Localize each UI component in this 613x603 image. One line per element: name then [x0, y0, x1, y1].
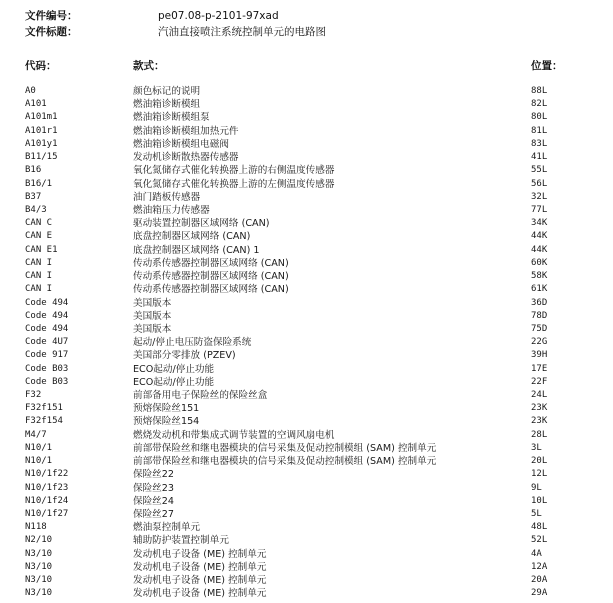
list-item: [0, 548, 613, 561]
component-position: 81L: [531, 125, 548, 136]
component-position: 17E: [531, 363, 548, 374]
list-item: [0, 402, 613, 415]
component-code: B4/3: [25, 204, 47, 215]
component-position: 44K: [531, 231, 548, 242]
list-item: [0, 178, 613, 191]
component-position: 60K: [531, 257, 548, 268]
component-description: 燃油箱诊断模组: [133, 99, 201, 111]
component-description: 燃油箱诊断模组加热元件: [133, 125, 239, 137]
list-item: [0, 349, 613, 362]
component-position: 75D: [531, 323, 548, 334]
component-description: 保险丝24: [133, 495, 174, 507]
file-title-value: 汽油直接喷注系统控制单元的电路图: [158, 26, 326, 38]
component-description: 美国部分零排放 (PZEV): [133, 350, 236, 362]
component-list: [0, 85, 613, 601]
component-code: N10/1f22: [25, 469, 69, 480]
component-code: N10/1: [25, 442, 53, 453]
component-description: 保险丝23: [133, 482, 174, 494]
component-code: F32f151: [25, 403, 63, 414]
component-code: B16/1: [25, 178, 53, 189]
code-column-header: 代码：: [25, 60, 57, 72]
component-position: 82L: [531, 99, 548, 110]
list-item: [0, 376, 613, 389]
list-item: [0, 138, 613, 151]
component-description: 发动机电子设备 (ME) 控制单元: [133, 561, 267, 573]
component-code: CAN I: [25, 271, 53, 282]
component-position: 52L: [531, 535, 548, 546]
list-item: [0, 111, 613, 124]
list-item: [0, 468, 613, 481]
component-description: 发动机电子设备 (ME) 控制单元: [133, 548, 267, 560]
list-item: [0, 125, 613, 138]
component-position: 5L: [531, 509, 542, 519]
list-item: [0, 587, 613, 600]
list-item: [0, 429, 613, 442]
component-code: M4/7: [25, 429, 47, 440]
component-description: 预熔保险丝154: [133, 416, 200, 428]
list-item: [0, 521, 613, 534]
component-description: 氧化氮储存式催化转换器上游的右侧温度传感器: [133, 165, 335, 177]
component-position: 12L: [531, 469, 548, 480]
list-item: [0, 455, 613, 468]
list-item: [0, 217, 613, 230]
component-position: 34K: [531, 218, 548, 229]
list-item: [0, 244, 613, 257]
component-position: 22F: [531, 376, 548, 387]
component-code: N3/10: [25, 561, 53, 572]
component-description: 燃油箱诊断模组电磁阀: [133, 138, 229, 150]
component-code: N3/10: [25, 575, 53, 586]
component-description: 驱动装置控制器区域网络 (CAN): [133, 218, 270, 230]
list-item: [0, 336, 613, 349]
component-description: 发动机诊断散热器传感器: [133, 152, 239, 164]
component-code: Code 917: [25, 350, 69, 361]
file-number-label: 文件编号：: [25, 10, 78, 22]
component-description: 美国版本: [133, 323, 172, 335]
component-description: 前部备用电子保险丝的保险丝盒: [133, 390, 268, 402]
list-item: [0, 482, 613, 495]
component-description: 氧化氮储存式催化转换器上游的左侧温度传感器: [133, 178, 335, 190]
component-description: 底盘控制器区域网络 (CAN): [133, 231, 251, 243]
component-description: 保险丝22: [133, 469, 174, 481]
component-position: 58K: [531, 271, 548, 282]
list-item: [0, 363, 613, 376]
list-item: [0, 561, 613, 574]
component-description: 发动机电子设备 (ME) 控制单元: [133, 588, 267, 600]
component-position: 44K: [531, 244, 548, 255]
component-code: A0: [25, 86, 36, 96]
component-code: Code 494: [25, 310, 69, 321]
component-code: N3/10: [25, 548, 53, 559]
list-item: [0, 323, 613, 336]
component-position: 56L: [531, 178, 548, 189]
list-item: [0, 415, 613, 428]
component-code: F32: [25, 390, 42, 401]
component-position: 83L: [531, 138, 548, 149]
component-code: Code 4U7: [25, 337, 69, 348]
component-description: ECO起动/停止功能: [133, 363, 215, 375]
component-position: 4A: [531, 548, 542, 559]
component-position: 41L: [531, 152, 548, 163]
component-position: 12A: [531, 561, 548, 572]
component-description: 保险丝27: [133, 509, 174, 520]
component-code: CAN I: [25, 284, 53, 295]
component-code: CAN E: [25, 231, 53, 242]
list-item: [0, 297, 613, 310]
component-description: 传动系传感器控制器区域网络 (CAN): [133, 257, 289, 269]
component-description: 燃油箱压力传感器: [133, 204, 210, 216]
list-item: [0, 442, 613, 455]
component-position: 32L: [531, 191, 548, 202]
component-description: 油门踏板传感器: [133, 191, 201, 203]
component-code: Code 494: [25, 323, 69, 334]
list-item: [0, 310, 613, 323]
component-description: 起动/停止电压防盗保险系统: [133, 337, 252, 349]
component-position: 29A: [531, 588, 548, 599]
component-code: N2/10: [25, 535, 53, 546]
component-description: 燃油箱诊断模组泵: [133, 112, 210, 124]
list-item: [0, 164, 613, 177]
component-description: 底盘控制器区域网络 (CAN) 1: [133, 244, 260, 256]
component-description: 预熔保险丝151: [133, 403, 200, 415]
list-item: [0, 508, 613, 521]
component-position: 61K: [531, 284, 548, 295]
list-item: [0, 283, 613, 296]
list-item: [0, 574, 613, 587]
component-description: 发动机电子设备 (ME) 控制单元: [133, 575, 267, 587]
component-position: 36D: [531, 297, 548, 308]
component-code: Code 494: [25, 297, 69, 308]
component-code: A101y1: [25, 138, 58, 149]
component-description: 燃烧发动机和带集成式调节装置的空调风扇电机: [133, 429, 335, 441]
component-position: 55L: [531, 165, 548, 176]
component-position: 80L: [531, 112, 548, 123]
component-code: N10/1f23: [25, 482, 69, 493]
component-position: 39H: [531, 350, 548, 361]
list-item: [0, 230, 613, 243]
component-description: ECO起动/停止功能: [133, 376, 215, 388]
component-description: 辅助防护装置控制单元: [133, 535, 229, 547]
component-code: CAN E1: [25, 244, 58, 255]
component-code: Code B03: [25, 376, 69, 387]
component-position: 23K: [531, 416, 548, 427]
component-code: N10/1f24: [25, 495, 69, 506]
component-code: Code B03: [25, 363, 69, 374]
component-description: 前部带保险丝和继电器模块的信号采集及促动控制模组 (SAM) 控制单元: [133, 442, 437, 454]
component-code: N118: [25, 522, 47, 533]
component-description: 燃油泵控制单元: [133, 522, 201, 534]
list-item: [0, 85, 613, 98]
component-position: 20L: [531, 456, 548, 467]
component-code: A101m1: [25, 112, 58, 123]
list-item: [0, 98, 613, 111]
list-item: [0, 270, 613, 283]
list-item: [0, 495, 613, 508]
list-item: [0, 257, 613, 270]
component-code: CAN I: [25, 257, 53, 268]
component-description: 颜色标记的说明: [133, 86, 201, 97]
component-code: B37: [25, 191, 42, 202]
list-item: [0, 204, 613, 217]
component-position: 22G: [531, 337, 548, 348]
component-position: 77L: [531, 204, 548, 215]
file-title-label: 文件标题：: [25, 26, 78, 38]
component-code: F32f154: [25, 416, 63, 427]
component-description: 传动系传感器控制器区域网络 (CAN): [133, 284, 289, 296]
position-column-header: 位置：: [531, 60, 563, 72]
list-item: [0, 191, 613, 204]
description-column-header: 款式：: [133, 60, 165, 72]
list-item: [0, 151, 613, 164]
component-description: 美国版本: [133, 297, 172, 309]
list-item: [0, 389, 613, 402]
component-position: 20A: [531, 575, 548, 586]
component-code: A101r1: [25, 125, 58, 136]
component-code: A101: [25, 99, 47, 110]
component-description: 前部带保险丝和继电器模块的信号采集及促动控制模组 (SAM) 控制单元: [133, 456, 437, 468]
component-position: 78D: [531, 310, 548, 321]
component-position: 10L: [531, 495, 548, 506]
component-position: 3L: [531, 442, 542, 453]
component-code: CAN C: [25, 218, 53, 229]
component-code: N3/10: [25, 588, 53, 599]
component-position: 9L: [531, 482, 542, 493]
component-code: B11/15: [25, 152, 58, 163]
component-position: 48L: [531, 522, 548, 533]
component-code: B16: [25, 165, 42, 176]
component-code: N10/1f27: [25, 509, 69, 519]
list-item: [0, 534, 613, 547]
component-position: 24L: [531, 390, 548, 401]
component-position: 88L: [531, 86, 548, 96]
file-number-value: pe07.08-p-2101-97xad: [158, 10, 279, 22]
component-position: 23K: [531, 403, 548, 414]
component-position: 28L: [531, 429, 548, 440]
component-description: 传动系传感器控制器区域网络 (CAN): [133, 271, 289, 283]
component-description: 美国版本: [133, 310, 172, 322]
component-code: N10/1: [25, 456, 53, 467]
